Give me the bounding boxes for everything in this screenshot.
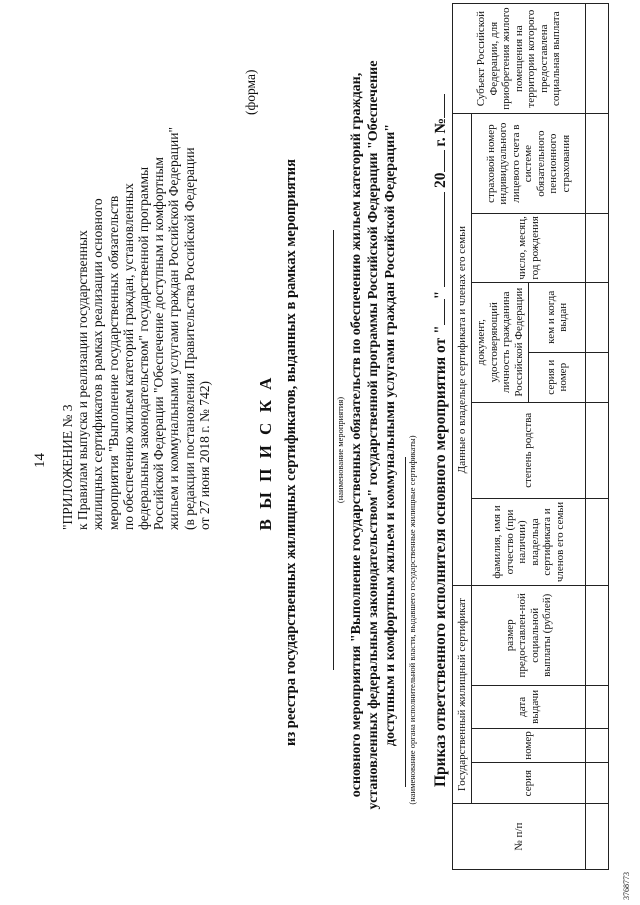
event-caption: (наименование мероприятия) bbox=[335, 396, 345, 504]
appendix-line: жильем и коммунальными услугами граждан Российской Федерации" bbox=[166, 127, 182, 530]
header-num: № п/п bbox=[453, 804, 586, 870]
order-prefix: Приказ ответственного исполнителя основного мероприятия от bbox=[432, 337, 449, 787]
header-document-issued-by: кем и когда выдан bbox=[529, 282, 586, 352]
appendix-header bbox=[60, 0, 212, 530]
table-cell-empty bbox=[586, 804, 609, 870]
document-title: В Ы П И С К А bbox=[256, 374, 275, 531]
table-cell-empty bbox=[586, 685, 609, 728]
header-issue-date: дата выдачи bbox=[472, 685, 586, 728]
header-document-series-number: серия и номер bbox=[529, 352, 586, 402]
appendix-line: от 27 июня 2018 г. № 742) bbox=[196, 381, 212, 530]
authority-underline bbox=[405, 457, 406, 787]
appendix-line: жилищных сертификатов в рамках реализации основного bbox=[90, 198, 106, 530]
appendix-line: Российской Федерации "Обеспечение доступным и комфортным bbox=[151, 157, 167, 530]
table-cell-empty bbox=[586, 499, 609, 586]
order-line bbox=[432, 94, 450, 787]
register-table bbox=[452, 3, 609, 870]
order-day-field bbox=[444, 299, 445, 325]
order-year-field bbox=[444, 150, 445, 172]
appendix-line: (в редакции постановления Правительства Российской Федерации bbox=[181, 147, 197, 530]
table-cell-empty bbox=[586, 114, 609, 214]
order-year: 20 bbox=[432, 172, 449, 188]
document-code: 3768773 bbox=[622, 872, 631, 900]
appendix-line: по обеспечению жильем категорий граждан, установленных bbox=[120, 183, 136, 530]
order-quote-close: " bbox=[432, 290, 449, 300]
header-birth-date: число, месяц, год рождения bbox=[472, 213, 586, 282]
header-series: серия bbox=[472, 762, 586, 803]
document-subtitle: из реестра государственных жилищных сертификатов, выданных в рамках мероприятия bbox=[283, 159, 299, 746]
table-cell-empty bbox=[586, 282, 609, 352]
appendix-line: "ПРИЛОЖЕНИЕ № 3 bbox=[60, 404, 75, 530]
table-cell-empty bbox=[586, 4, 609, 114]
order-number-label: г. № bbox=[432, 117, 449, 147]
header-holder-group: Данные о владельце сертификата и членах его семьи bbox=[453, 114, 472, 586]
header-snils: страховой номер индивидуального лицевого счета в системе обязательного пенсионного страхования bbox=[472, 114, 586, 214]
table-cell-empty bbox=[586, 729, 609, 763]
event-line: доступным и комфортным жильем и коммунальными услугами граждан Российской Федерации" bbox=[383, 123, 398, 747]
order-number-field bbox=[444, 94, 445, 118]
event-line: установленных федеральным законодательством" государственной программы Российской Федерации "Обеспечение bbox=[366, 60, 381, 810]
header-relation: степень родства bbox=[472, 402, 586, 498]
header-identity-document: документ, удостоверяющий личность гражданина Российской Федерации bbox=[472, 282, 529, 402]
appendix-line: федеральным законодательством" государственной программы bbox=[136, 166, 152, 530]
table-cell-empty bbox=[586, 762, 609, 803]
event-line: основного мероприятия "Выполнение государственных обязательств по обеспечению жильем категорий граждан, bbox=[349, 72, 364, 798]
header-certificate-group: Государственный жилищный сертификат bbox=[453, 585, 472, 803]
header-amount: размер предоставлен-ной социальной выплаты (рублей) bbox=[472, 585, 586, 685]
header-region: Субъект Российской Федерации, для приобретения жилого помещения на территории которого предоставлена социальная выплата bbox=[453, 4, 586, 114]
table-cell-empty bbox=[586, 585, 609, 685]
table-cell-empty bbox=[586, 352, 609, 402]
form-label: (форма) bbox=[243, 69, 258, 115]
event-underline bbox=[333, 230, 334, 670]
table-cell-empty bbox=[586, 402, 609, 498]
appendix-line: мероприятия "Выполнение государственных обязательств bbox=[105, 195, 121, 530]
authority-caption: (наименование органа исполнительной власти, выдавшего государственные жилищные сертификаты) bbox=[407, 435, 417, 805]
table-cell-empty bbox=[586, 213, 609, 282]
page-number: 14 bbox=[32, 453, 48, 468]
order-quote-open: " bbox=[432, 325, 449, 334]
event-name bbox=[348, 5, 399, 865]
order-month-field bbox=[444, 192, 445, 287]
header-number: номер bbox=[472, 729, 586, 763]
appendix-line: к Правилам выпуска и реализации государственных bbox=[75, 230, 91, 530]
header-full-name: фамилия, имя и отчество (при наличии) владельца сертификата и членов его семьи bbox=[472, 499, 586, 586]
